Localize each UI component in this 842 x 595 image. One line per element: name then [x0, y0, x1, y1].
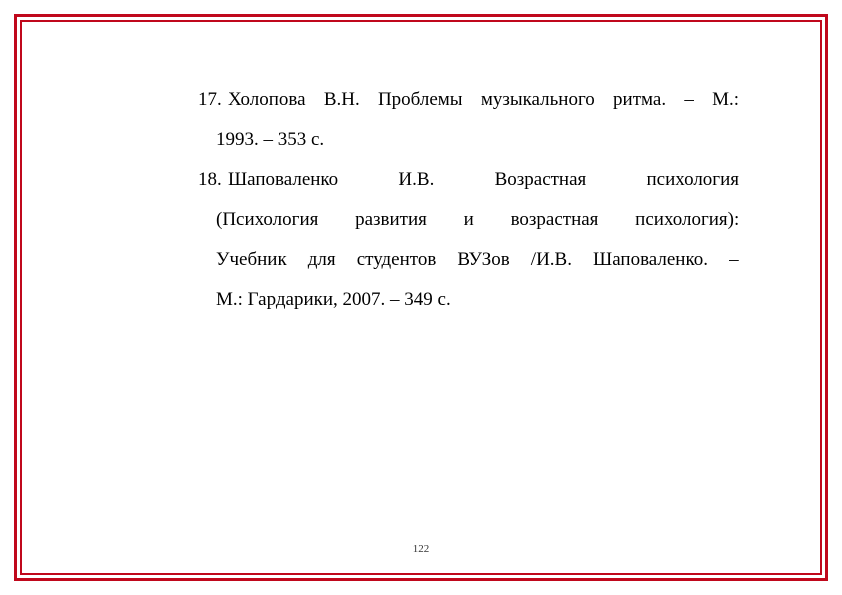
- reference-text-line: Учебник для студентов ВУЗов /И.В. Шаповаленко. –: [216, 249, 739, 270]
- reference-number: 18.: [198, 169, 222, 190]
- reference-item-17: [198, 80, 739, 160]
- reference-list: [198, 80, 739, 320]
- reference-first-line: [198, 80, 739, 120]
- reference-continuation: [198, 240, 739, 280]
- reference-item-18: [198, 160, 739, 320]
- reference-continuation: [198, 200, 739, 240]
- reference-text-line: (Психология развития и возрастная психология):: [216, 209, 740, 230]
- reference-continuation: [198, 280, 739, 320]
- reference-text-line: Шаповаленко И.В. Возрастная психология: [228, 169, 739, 190]
- reference-first-line: [198, 160, 739, 200]
- reference-text-line: М.: Гардарики, 2007. – 349 с.: [216, 289, 451, 310]
- reference-text-line: 1993. – 353 с.: [216, 129, 325, 150]
- reference-continuation: [198, 120, 739, 160]
- reference-text-line: Холопова В.Н. Проблемы музыкального ритма. – М.:: [228, 89, 739, 110]
- reference-number: 17.: [198, 89, 222, 110]
- page-number: 122: [412, 543, 430, 555]
